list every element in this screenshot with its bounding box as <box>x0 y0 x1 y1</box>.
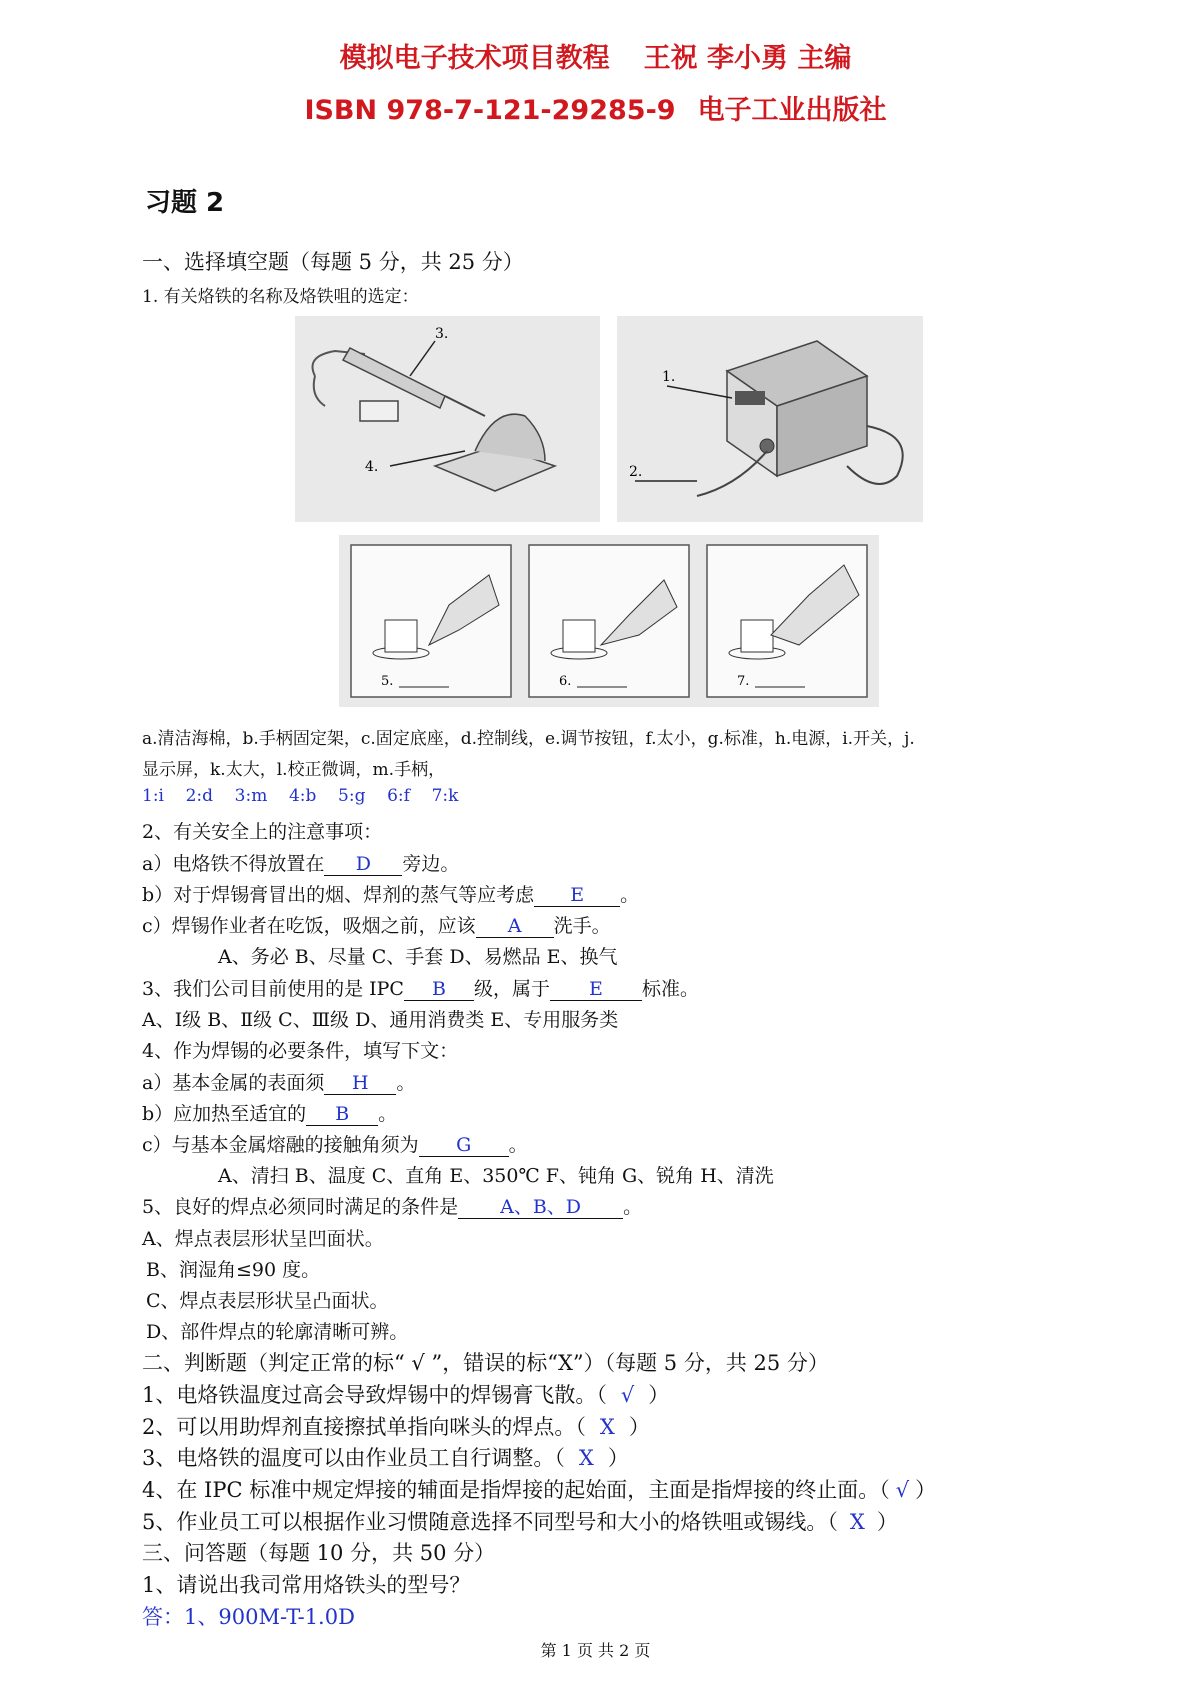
q1-answer-4: 4:b <box>288 786 317 806</box>
section3-heading: 三、问答题（每题 10 分，共 50 分） <box>142 1541 496 1565</box>
judge-item-2 <box>142 1411 650 1441</box>
judge-item-2-answer: X <box>599 1415 615 1439</box>
q3-choices: A、Ⅰ级 B、Ⅱ级 C、Ⅲ级 D、通用消费类 E、专用服务类 <box>142 1009 619 1031</box>
q5-option-d: D、部件焊点的轮廓清晰可辨。 <box>146 1321 409 1343</box>
qa-answer-1: 答：1、900M-T-1.0D <box>142 1605 355 1629</box>
q4-c-tail: 。 <box>508 1134 528 1156</box>
judge-item-3-text: 3、电烙铁的温度可以由作业员工自行调整。（ <box>142 1446 565 1470</box>
book-authors: 王祝 李小勇 主编 <box>643 43 852 74</box>
q3-answer-1: B <box>404 979 474 1001</box>
judge-item-1-answer: √ <box>620 1383 635 1407</box>
q5-option-c: C、焊点表层形状呈凸面状。 <box>146 1290 389 1312</box>
q4-a-answer: H <box>324 1073 396 1095</box>
q2-c-answer: A <box>476 916 554 938</box>
page-footer: 第 1 页 共 2 页 <box>540 1641 651 1660</box>
judge-item-5-close: ） <box>876 1510 898 1534</box>
q3-tail: 标准。 <box>641 978 699 1000</box>
fig-label-4: 4. <box>365 459 379 475</box>
q5-option-a: A、焊点表层形状呈凹面状。 <box>142 1228 384 1250</box>
q1-answer-5: 5:g <box>338 786 366 806</box>
q5-answer: A、B、D <box>458 1197 623 1219</box>
judge-item-2-text: 2、可以用助焊剂直接擦拭单指向咪头的焊点。（ <box>142 1415 586 1439</box>
q2-c-tail: 洗手。 <box>553 915 611 937</box>
q4-b <box>142 1099 397 1126</box>
judge-item-3 <box>142 1442 629 1472</box>
q3 <box>142 974 699 1001</box>
q2-a-text: a）电烙铁不得放置在 <box>142 853 325 875</box>
q4-b-text: b）应加热至适宜的 <box>142 1103 307 1125</box>
judge-item-1-text: 1、电烙铁温度过高会导致焊锡中的焊锡膏飞散。（ <box>142 1383 607 1407</box>
soldering-station-figure <box>617 316 923 522</box>
q5 <box>142 1192 642 1219</box>
q2-text: 2、有关安全上的注意事项： <box>142 821 383 843</box>
q3-answer-2: E <box>550 979 642 1001</box>
judge-item-4-text: 4、在 IPC 标准中规定焊接的辅面是指焊接的起始面，主面是指焊接的终止面。（ <box>142 1478 890 1502</box>
section2-heading: 二、判断题（判定正常的标“ √ ”，错误的标“X”）（每题 5 分，共 25 分） <box>142 1351 829 1375</box>
fig-label-7: 7. <box>737 674 750 689</box>
q1-options-line2: 显示屏，k.太大，l.校正微调，m.手柄， <box>142 760 446 780</box>
q1-answer-7: 7:k <box>431 786 459 806</box>
isbn: ISBN 978-7-121-29285-9 <box>304 95 676 126</box>
q1-answer-3: 3:m <box>234 786 268 806</box>
publisher: 电子工业出版社 <box>697 95 887 126</box>
q2-a-tail: 旁边。 <box>402 853 460 875</box>
q1-answers <box>142 786 458 806</box>
q2-b <box>142 880 639 907</box>
fig-label-3: 3. <box>435 326 449 342</box>
q1-options-line1: a.清洁海棉，b.手柄固定架，c.固定底座，d.控制线，e.调节按钮，f.太小，g.标准，h.电源，i.开关，j. <box>142 729 915 749</box>
fig-label-5: 5. <box>381 674 394 689</box>
soldering-iron-figure <box>295 316 600 522</box>
q4-b-answer: B <box>306 1104 378 1126</box>
qa-question-1: 1、请说出我司常用烙铁头的型号？ <box>142 1573 471 1597</box>
isbn-line <box>0 88 1191 127</box>
q2-c-text: c）焊锡作业者在吃饭，吸烟之前，应该 <box>142 915 476 937</box>
page-title: 习题 2 <box>145 188 225 218</box>
q2-b-answer: E <box>534 885 620 907</box>
q4-choices: A、清扫 B、温度 C、直角 E、350℃ F、钝角 G、锐角 H、清洗 <box>218 1165 774 1187</box>
judge-item-3-close: ） <box>607 1446 629 1470</box>
q4-b-tail: 。 <box>378 1103 398 1125</box>
q4-c-answer: G <box>419 1135 509 1157</box>
q2-a <box>142 849 459 876</box>
judge-item-1-close: ） <box>648 1383 670 1407</box>
q1-answer-6: 6:f <box>387 786 410 806</box>
book-title: 模拟电子技术项目教程 <box>339 43 610 74</box>
judge-item-4 <box>142 1474 936 1504</box>
judge-item-3-answer: X <box>578 1446 594 1470</box>
q1-text: 1. 有关烙铁的名称及烙铁咀的选定： <box>142 287 419 307</box>
judge-item-1 <box>142 1379 669 1409</box>
q5-tail: 。 <box>623 1196 643 1218</box>
q4-c-text: c）与基本金属熔融的接触角须为 <box>142 1134 419 1156</box>
q5-text: 5、良好的焊点必须同时满足的条件是 <box>142 1196 459 1218</box>
q2-c <box>142 911 611 938</box>
q3-mid: 级，属于 <box>473 978 550 1000</box>
q4-c <box>142 1130 528 1157</box>
q1-answer-1: 1:i <box>142 786 164 806</box>
q5-option-b: B、润湿角≤90 度。 <box>146 1259 321 1281</box>
fig-label-1: 1. <box>662 369 676 385</box>
judge-item-5-text: 5、作业员工可以根据作业习惯随意选择不同型号和大小的烙铁咀或锡线。（ <box>142 1510 838 1534</box>
section1-heading: 一、选择填空题（每题 5 分，共 25 分） <box>142 250 524 274</box>
q3-text: 3、我们公司目前使用的是 IPC <box>142 978 404 1000</box>
judge-item-4-close: ） <box>915 1478 937 1502</box>
tip-size-figures <box>339 535 879 707</box>
q4-a <box>142 1068 415 1095</box>
q1-answer-2: 2:d <box>185 786 214 806</box>
q4-a-tail: 。 <box>396 1072 416 1094</box>
q2-b-text: b）对于焊锡膏冒出的烟、焊剂的蒸气等应考虑 <box>142 884 535 906</box>
fig-label-2: 2. <box>629 464 643 480</box>
q2-a-answer: D <box>324 854 402 876</box>
judge-item-4-answer: √ <box>895 1478 910 1502</box>
judge-item-5-answer: X <box>849 1510 865 1534</box>
fig-label-6: 6. <box>559 674 572 689</box>
judge-item-5 <box>142 1506 898 1536</box>
q2-b-tail: 。 <box>620 884 640 906</box>
q4-text: 4、作为焊锡的必要条件，填写下文： <box>142 1040 459 1062</box>
q4-a-text: a）基本金属的表面须 <box>142 1072 325 1094</box>
book-title-line <box>0 36 1191 75</box>
q2-choices: A、务必 B、尽量 C、手套 D、易燃品 E、换气 <box>218 946 618 968</box>
judge-item-2-close: ） <box>628 1415 650 1439</box>
